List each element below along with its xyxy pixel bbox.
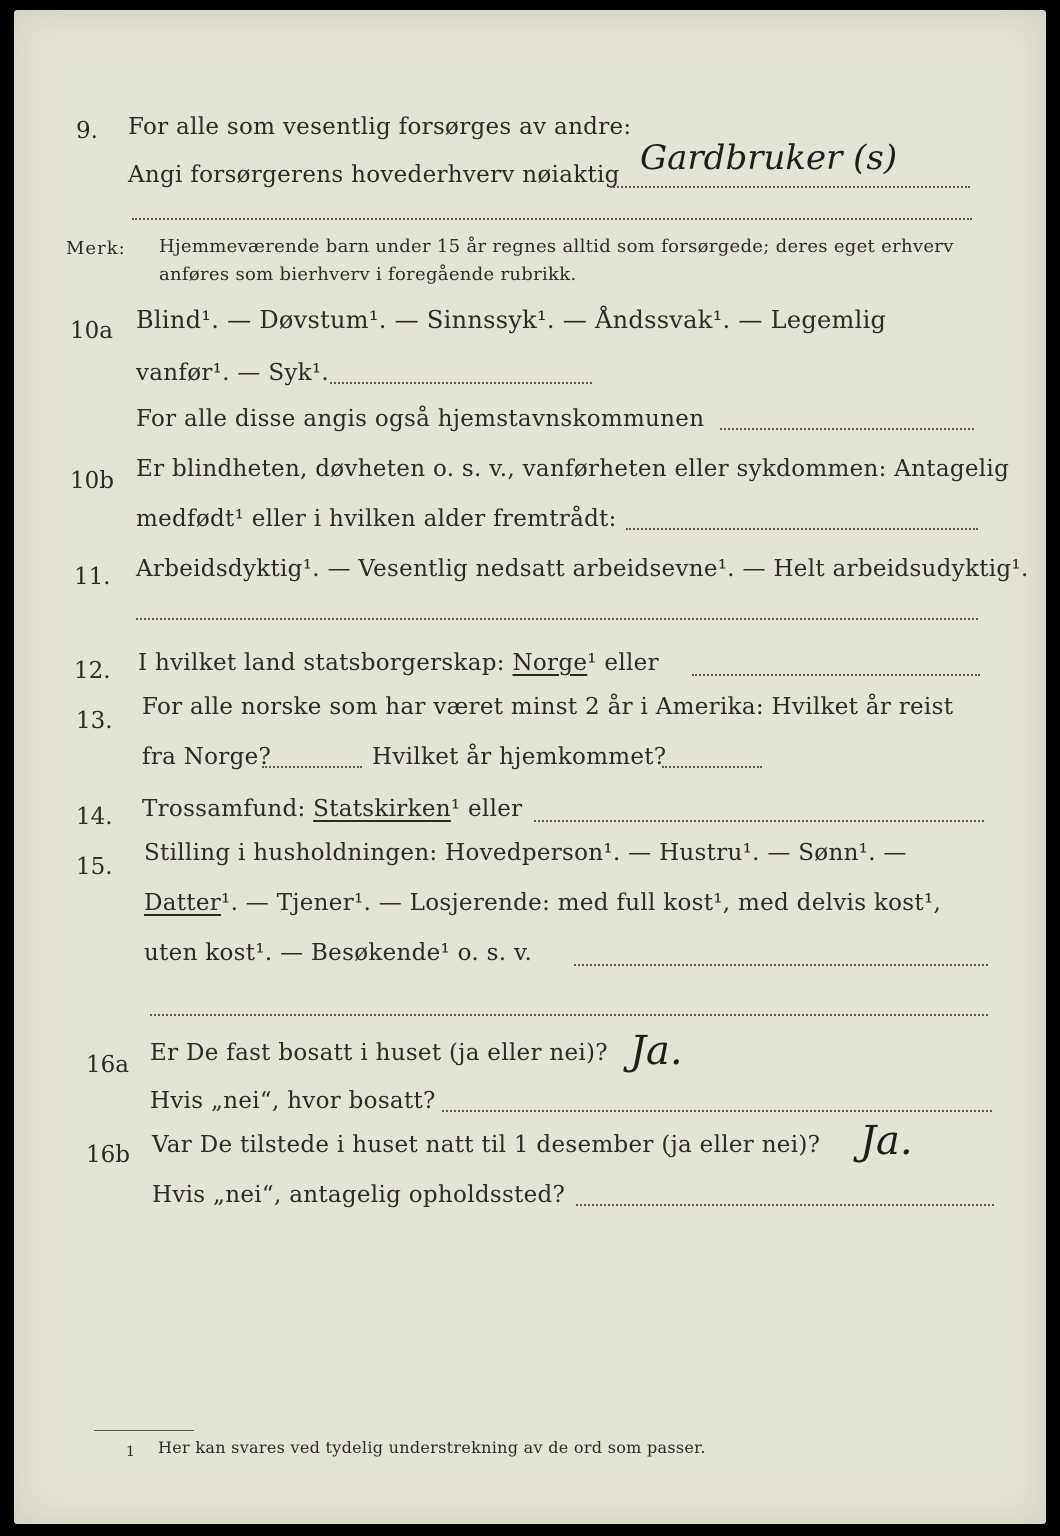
merk-line2: anføres som bierhverv i foregående rubrikk. bbox=[159, 264, 577, 285]
q12-norge-underlined: Norge bbox=[512, 650, 588, 676]
q9-number: 9. bbox=[76, 118, 98, 144]
q10a-syk-line bbox=[330, 382, 592, 384]
q16b-opholdssted-line bbox=[576, 1204, 994, 1206]
q13-line2a: fra Norge? bbox=[142, 744, 272, 770]
q10a-number: 10a bbox=[70, 318, 113, 344]
q15-line1: Stilling i husholdningen: Hovedperson¹. — Hustru¹. — Sønn¹. — bbox=[144, 840, 907, 866]
q9-handwritten-answer: Gardbruker (s) bbox=[640, 138, 898, 178]
q16b-line1: Var De tilstede i huset natt til 1 desember (ja eller nei)? bbox=[152, 1132, 821, 1158]
q12-number: 12. bbox=[74, 658, 111, 684]
q14-line: Trossamfund: Statskirken¹ eller bbox=[142, 796, 523, 822]
q13-line1: For alle norske som har været minst 2 år i Amerika: Hvilket år reist bbox=[142, 694, 954, 720]
q10b-line2: medfødt¹ eller i hvilken alder fremtrådt: bbox=[136, 506, 617, 532]
q10a-hjemstavn-line bbox=[720, 428, 974, 430]
q16b-handwritten-answer: Ja. bbox=[860, 1118, 913, 1164]
q15-extra-line bbox=[150, 1014, 988, 1016]
q10b-answer-line bbox=[626, 528, 978, 530]
q10a-line3: For alle disse angis også hjemstavnskommunen bbox=[136, 406, 705, 432]
merk-label: Merk: bbox=[66, 238, 126, 259]
q11-line1: Arbeidsdyktig¹. — Vesentlig nedsatt arbeidsevne¹. — Helt arbeidsudyktig¹. bbox=[136, 556, 1029, 582]
q10b-line1: Er blindheten, døvheten o. s. v., vanførheten eller sykdommen: Antagelig bbox=[136, 456, 1010, 482]
q12-answer-line bbox=[692, 674, 980, 676]
q15-datter-underlined: Datter bbox=[144, 890, 222, 916]
q9-extra-line bbox=[132, 218, 972, 220]
footnote-text: Her kan svares ved tydelig understrekning av de ord som passer. bbox=[158, 1438, 706, 1457]
q10b-number: 10b bbox=[70, 468, 114, 494]
q12-line: I hvilket land statsborgerskap: Norge¹ eller bbox=[138, 650, 659, 676]
q9-line2: Angi forsørgerens hovederhverv nøiaktig bbox=[128, 162, 620, 188]
q9-answer-line bbox=[610, 186, 970, 188]
q11-number: 11. bbox=[74, 564, 111, 590]
q15-number: 15. bbox=[76, 854, 113, 880]
merk-line1: Hjemmeværende barn under 15 år regnes alltid som forsørgede; deres eget erhverv bbox=[159, 236, 954, 257]
q16b-number: 16b bbox=[86, 1142, 130, 1168]
q15-answer-line bbox=[574, 964, 988, 966]
q14-number: 14. bbox=[76, 804, 113, 830]
q11-answer-line bbox=[136, 618, 978, 620]
q13-number: 13. bbox=[76, 708, 113, 734]
q9-line1: For alle som vesentlig forsørges av andre: bbox=[128, 114, 632, 140]
q13-line2b: Hvilket år hjemkommet? bbox=[372, 744, 667, 770]
footnote-rule bbox=[94, 1430, 194, 1431]
q15-line3: uten kost¹. — Besøkende¹ o. s. v. bbox=[144, 940, 533, 966]
q16a-line2: Hvis „nei“, hvor bosatt? bbox=[150, 1088, 436, 1114]
q10a-line1: Blind¹. — Døvstum¹. — Sinnssyk¹. — Åndssvak¹. — Legemlig bbox=[136, 306, 887, 334]
q14-answer-line bbox=[534, 820, 984, 822]
q14-statskirken-underlined: Statskirken bbox=[313, 796, 451, 822]
form-page bbox=[14, 10, 1046, 1524]
q16a-number: 16a bbox=[86, 1052, 129, 1078]
q16b-line2: Hvis „nei“, antagelig opholdssted? bbox=[152, 1182, 566, 1208]
q16a-bosatt-line bbox=[442, 1110, 992, 1112]
q10a-line2: vanfør¹. — Syk¹. bbox=[136, 360, 330, 386]
q16a-handwritten-answer: Ja. bbox=[630, 1028, 683, 1074]
q13-reist-line bbox=[262, 766, 362, 768]
q15-line2: Datter¹. — Tjener¹. — Losjerende: med full kost¹, med delvis kost¹, bbox=[144, 890, 942, 916]
q16a-line1: Er De fast bosatt i huset (ja eller nei)? bbox=[150, 1040, 608, 1066]
footnote-mark: 1 bbox=[126, 1444, 136, 1460]
q13-hjemkommet-line bbox=[662, 766, 762, 768]
